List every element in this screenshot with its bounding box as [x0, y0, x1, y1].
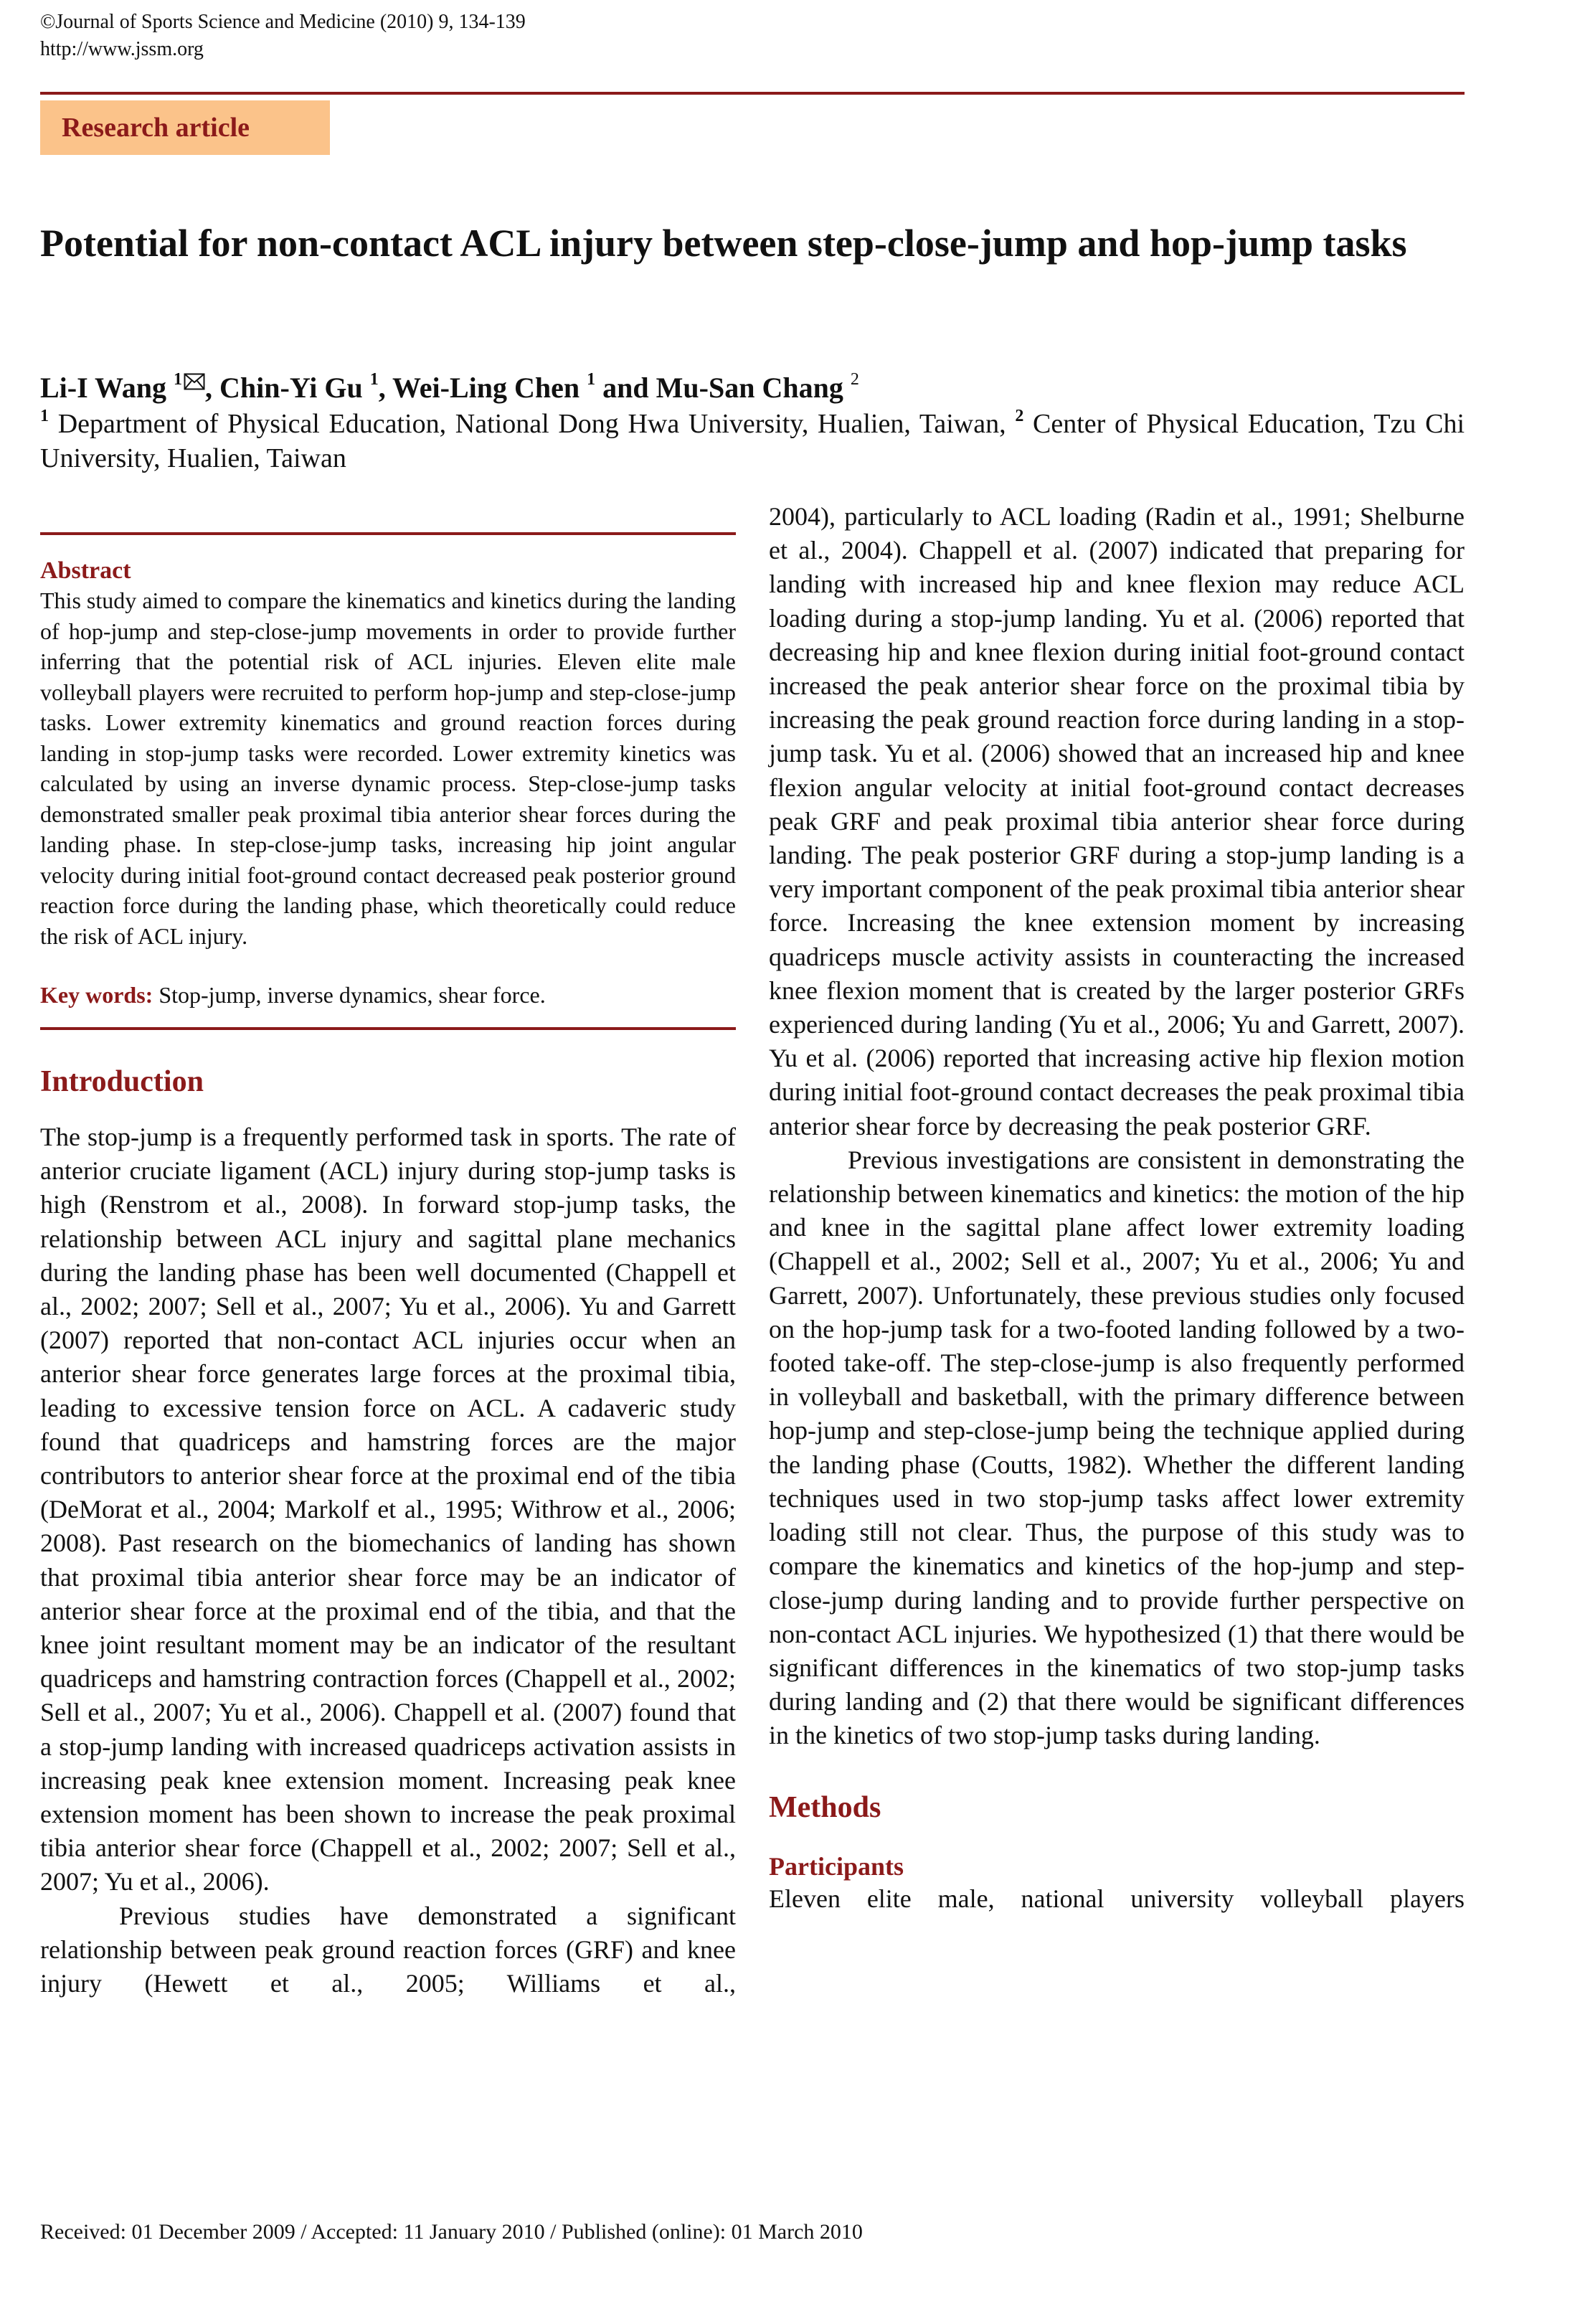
participants-text: Eleven elite male, national university volleyball players [769, 1884, 1465, 1913]
affiliation-marker: 1 [40, 407, 49, 425]
affiliations [40, 399, 1465, 476]
publication-dates: Received: 01 December 2009 / Accepted: 11 January 2010 / Published (online): 01 March 2010 [40, 2220, 863, 2244]
methods-heading: Methods [769, 1790, 881, 1824]
abstract-bottom-rule [40, 1027, 736, 1030]
author-separator: , [205, 372, 212, 404]
journal-citation: ©Journal of Sports Science and Medicine (2010) 9, 134-139 [40, 11, 526, 33]
right-column [769, 500, 1465, 1916]
keywords [40, 980, 736, 1010]
author-affiliation-marker: 1 [369, 370, 379, 389]
abstract-heading: Abstract [40, 557, 131, 584]
journal-url[interactable]: http://www.jssm.org [40, 38, 204, 60]
affiliation-text: Department of Physical Education, National Dong Hwa University, Hualien, Taiwan, [57, 409, 1006, 439]
author-name: Mu-San Chang [656, 372, 843, 404]
affiliation-text: Center of Physical Education, Tzu Chi University, Hualien, Taiwan [40, 409, 1465, 473]
article-type-badge: Research article [40, 100, 330, 155]
introduction-heading: Introduction [40, 1065, 204, 1098]
paper-title: Potential for non-contact ACL injury between step-close-jump and hop-jump tasks [40, 222, 1407, 265]
affiliation-marker: 2 [1015, 407, 1024, 425]
participants-heading: Participants [769, 1851, 904, 1881]
keywords-text: Stop-jump, inverse dynamics, shear force. [159, 982, 546, 1008]
envelope-icon[interactable] [184, 373, 205, 390]
author-affiliation-marker: 1 [174, 370, 182, 389]
header-rule [40, 92, 1465, 95]
abstract-text: This study aimed to compare the kinematics and kinetics during the landing of hop-jump and step-close-jump movements in order to provide further inferring that the potential risk of ACL injuries. Eleven elite male volleyball players were recruited to perform hop-jump and step-close-jump tasks. Lower extremity kinematics and ground reaction forces during landing in stop-jump tasks were recorded. Lower extremity kinetics was calculated by using an inverse dynamic process. Step-close-jump tasks demonstrated smaller peak proximal tibia anterior shear forces during the landing phase. In step-close-jump tasks, increasing hip joint angular velocity during initial foot-ground contact decreased peak posterior ground reaction force during the landing phase, which theoretically could reduce the risk of ACL injury. [40, 587, 736, 949]
introduction-paragraph-2: Previous studies have demonstrated a significant relationship between peak ground reaction forces (GRF) and knee injury (Hewett et al., 2005; Williams et al., [40, 1901, 736, 1998]
introduction-paragraph-1: The stop-jump is a frequently performed task in sports. The rate of anterior cruciate ligament (ACL) injury during stop-jump tasks is high (Renstrom et al., 2008). In forward stop-jump tasks, the relationship between ACL injury and sagittal plane mechanics during the landing phase has been well documented (Chappell et al., 2002; 2007; Sell et al., 2007; Yu et al., 2006). Yu and Garrett (2007) reported that non-contact ACL injuries occur when an anterior shear force generates large forces at the proximal tibia, leading to excessive tension force on ACL. A cadaveric study found that quadriceps and hamstring forces are the major contributors to anterior shear force at the proximal end of the tibia (DeMorat et al., 2004; Markolf et al., 1995; Withrow et al., 2006; 2008). Past research on the biomechanics of landing has shown that proximal tibia anterior shear force may be an indicator of anterior shear force at the proximal end of the tibia, and that the knee joint resultant moment may be an indicator of the resultant quadriceps and hamstring contraction forces (Chappell et al., 2002; Sell et al., 2007; Yu et al., 2006). Chappell et al. (2007) found that a stop-jump landing with increased quadriceps activation assists in increasing peak knee extension moment. Increasing peak knee extension moment has been shown to increase the peak proximal tibia anterior shear force (Chappell et al., 2002; 2007; Sell et al., 2007; Yu et al., 2006). [40, 1123, 736, 1896]
keywords-label: Key words: [40, 982, 153, 1008]
introduction-paragraph-2-continued: 2004), particularly to ACL loading (Radin et al., 1991; Shelburne et al., 2004). Chappell et al. (2007) indicated that preparing for landing with increased hip and knee flexion may reduce ACL loading during a stop-jump landing. Yu et al. (2006) reported that decreasing hip and knee flexion during initial foot-ground contact increased the peak anterior shear force on the proximal tibia by increasing the peak ground reaction force during landing in a stop-jump task. Yu et al. (2006) showed that an increased hip and knee flexion angular velocity at initial foot-ground contact decreases peak GRF and peak proximal tibia anterior shear force during landing. The peak posterior GRF during a stop-jump landing is a very important component of the peak proximal tibia anterior shear force. Increasing the knee extension moment by increasing quadriceps muscle activity assists in counteracting the increased knee flexion moment that is created by the larger posterior GRFs experienced during landing (Yu et al., 2006; Yu and Garrett, 2007). Yu et al. (2006) reported that increasing active hip flexion motion during initial foot-ground contact decreases the peak proximal tibia anterior shear force by decreasing the peak posterior GRF. [769, 502, 1465, 1140]
author-separator: and [602, 372, 649, 404]
left-column [40, 502, 736, 2001]
author-name: Chin-Yi Gu [219, 372, 363, 404]
author-name: Li-I Wang [40, 372, 166, 404]
author-name: Wei-Ling Chen [392, 372, 580, 404]
author-separator: , [378, 372, 386, 404]
introduction-paragraph-3: Previous investigations are consistent in demonstrating the relationship between kinematics and kinetics: the motion of the hip and knee in the sagittal plane affect lower extremity loading (Chappell et al., 2002; Sell et al., 2007; Yu et al., 2006; Yu and Garrett, 2007). Unfortunately, these previous studies only focused on the hop-jump task for a two-footed landing followed by a two-footed take-off. The step-close-jump is also frequently performed in volleyball and basketball, with the primary difference between hop-jump and step-close-jump being the technique applied during the landing phase (Coutts, 1982). Whether the different landing techniques used in two stop-jump tasks affect lower extremity loading still not clear. Thus, the purpose of this study was to compare the kinematics and kinetics of the hop-jump and step-close-jump during landing and to provide further perspective on non-contact ACL injuries. We hypothesized (1) that there would be significant differences in the kinematics of two stop-jump tasks during landing and (2) that there would be significant differences in the kinetics of two stop-jump tasks during landing. [769, 1145, 1465, 1750]
author-affiliation-marker: 1 [587, 370, 596, 389]
author-affiliation-marker: 2 [850, 370, 859, 389]
abstract-top-rule [40, 532, 736, 535]
